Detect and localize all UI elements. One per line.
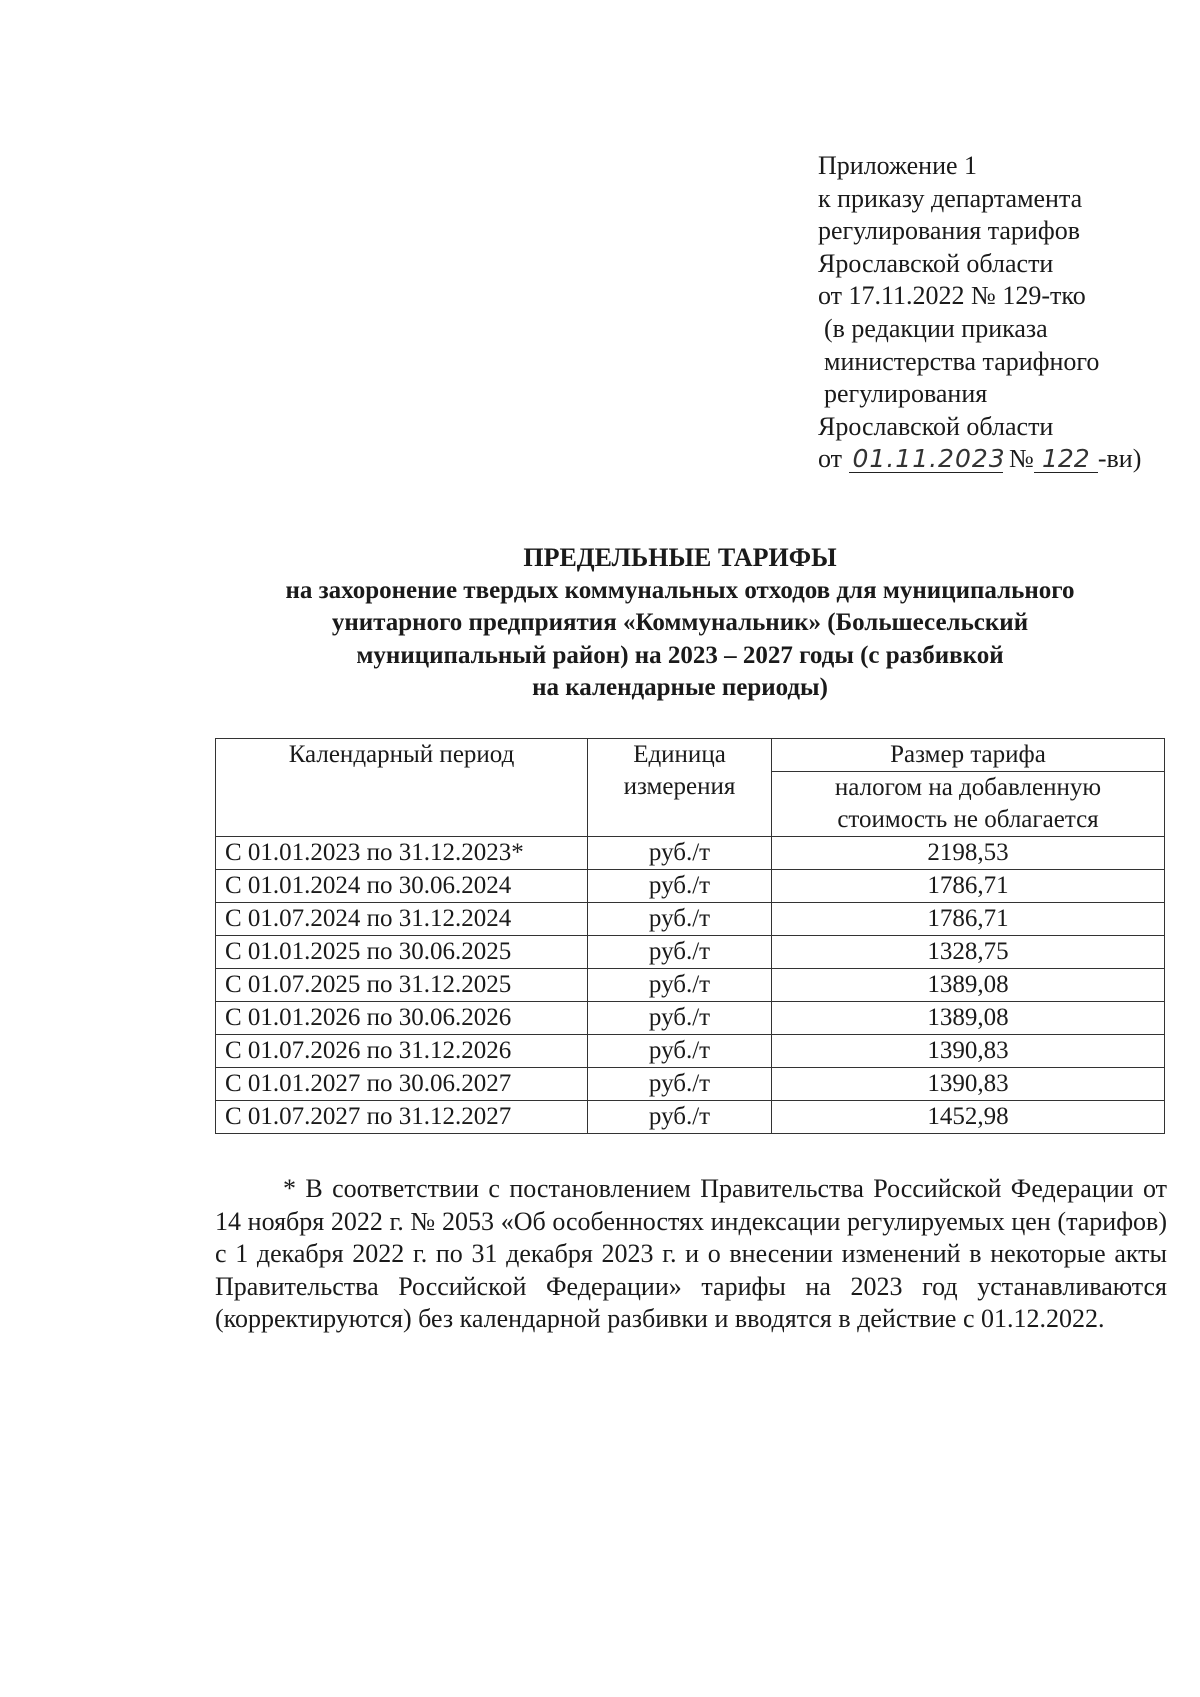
cell-period: С 01.01.2025 по 30.06.2025	[216, 936, 588, 969]
cell-unit: руб./т	[588, 936, 772, 969]
cell-period: С 01.07.2025 по 31.12.2025	[216, 969, 588, 1002]
cell-period: С 01.01.2026 по 30.06.2026	[216, 1002, 588, 1035]
cell-value: 1389,08	[772, 969, 1165, 1002]
amendment-date-line	[818, 443, 1141, 476]
header-vat: налогом на добавленную стоимость не облагается	[772, 772, 1165, 837]
cell-unit: руб./т	[588, 837, 772, 870]
title-line: на захоронение твердых коммунальных отходов для муниципального	[285, 576, 1075, 604]
cell-period: С 01.01.2027 по 30.06.2027	[216, 1068, 588, 1101]
cell-value: 1389,08	[772, 1002, 1165, 1035]
cell-period: С 01.01.2024 по 30.06.2024	[216, 870, 588, 903]
cell-value: 1786,71	[772, 870, 1165, 903]
cell-period: С 01.01.2023 по 31.12.2023*	[216, 837, 588, 870]
appendix-line: (в редакции приказа	[824, 313, 1048, 343]
title-line: муниципальный район) на 2023 – 2027 годы (с разбивкой	[356, 641, 1004, 669]
handwritten-date: 01.11.2023	[849, 446, 1003, 473]
table-row	[216, 1002, 1165, 1035]
cell-value: 2198,53	[772, 837, 1165, 870]
table-row	[216, 969, 1165, 1002]
appendix-line: Ярославской области	[818, 248, 1054, 278]
cell-unit: руб./т	[588, 1002, 772, 1035]
cell-period: С 01.07.2027 по 31.12.2027	[216, 1101, 588, 1134]
header-unit: Единица измерения	[588, 739, 772, 837]
appendix-line: от 17.11.2022 № 129-тко	[818, 281, 1086, 311]
cell-value: 1786,71	[772, 903, 1165, 936]
cell-value: 1390,83	[772, 1068, 1165, 1101]
number-sign: №	[1009, 444, 1034, 474]
cell-unit: руб./т	[588, 903, 772, 936]
title-main: ПРЕДЕЛЬНЫЕ ТАРИФЫ	[523, 543, 837, 572]
cell-period: С 01.07.2026 по 31.12.2026	[216, 1035, 588, 1068]
cell-unit: руб./т	[588, 1035, 772, 1068]
footnote-text: * В соответствии с постановлением Правительства Российской Федерации от 14 ноября 2022 г. № 2053 «Об особенностях индексации регулируемых цен (тарифов) с 1 декабря 2022 г. по 31 декабря 2023 г. и о внесении изменений в некоторые акты Правительства Российской Федерации» тарифы на 2023 год устанавливаются (корректируются) без календарной разбивки и вводятся в действие с 01.12.2022.	[215, 1174, 1167, 1334]
title-line: унитарного предприятия «Коммунальник» (Большесельский	[331, 609, 1029, 636]
cell-value: 1328,75	[772, 936, 1165, 969]
table-row	[216, 870, 1165, 903]
table-row	[216, 903, 1165, 936]
appendix-line: регулирования	[824, 379, 988, 409]
cell-unit: руб./т	[588, 1101, 772, 1134]
footnote	[215, 1173, 1167, 1336]
table-row	[216, 1068, 1165, 1101]
table-row	[216, 936, 1165, 969]
appendix-line: к приказу департамента	[818, 183, 1083, 213]
cell-unit: руб./т	[588, 969, 772, 1002]
appendix-line: Приложение 1	[818, 151, 978, 180]
table-row	[216, 1035, 1165, 1068]
title-line: на календарные периоды)	[532, 674, 828, 701]
cell-value: 1390,83	[772, 1035, 1165, 1068]
date-prefix: от	[818, 444, 843, 474]
appendix-header	[818, 150, 1141, 476]
table-row	[216, 837, 1165, 870]
cell-period: С 01.07.2024 по 31.12.2024	[216, 903, 588, 936]
appendix-line: министерства тарифного	[824, 346, 1100, 376]
cell-value: 1452,98	[772, 1101, 1165, 1134]
cell-unit: руб./т	[588, 870, 772, 903]
table-row	[216, 1101, 1165, 1134]
tariff-rows	[216, 837, 1165, 1134]
header-size: Размер тарифа	[772, 739, 1165, 772]
appendix-line: Ярославской области	[818, 411, 1054, 441]
handwritten-number: 122	[1034, 446, 1098, 473]
cell-unit: руб./т	[588, 1068, 772, 1101]
tariff-table	[215, 738, 1165, 1134]
document-title	[200, 542, 1160, 705]
header-period: Календарный период	[216, 739, 588, 837]
appendix-line: регулирования тарифов	[818, 216, 1080, 246]
number-suffix: -ви)	[1097, 444, 1142, 474]
